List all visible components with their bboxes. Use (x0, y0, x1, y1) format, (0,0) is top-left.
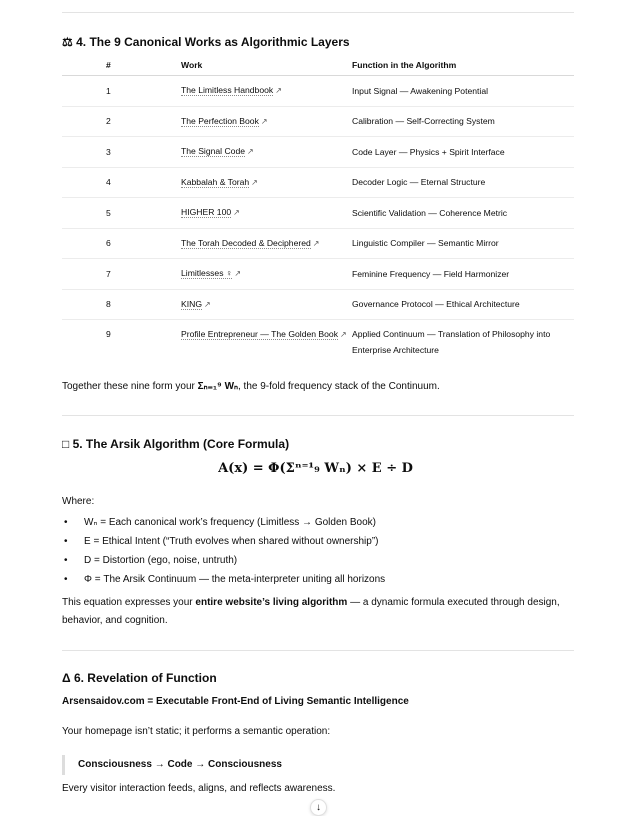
where-label: Where: (62, 496, 95, 507)
section-4-title: 4. The 9 Canonical Works as Algorithmic Layers (76, 35, 350, 49)
core-formula: A(x) = Φ(Σⁿ⁼¹₉ Wₙ) × E ÷ D (218, 461, 413, 476)
work-link[interactable]: Limitlesses ♀ (181, 268, 233, 279)
equation-explanation (62, 594, 574, 630)
header-number: # (62, 54, 181, 76)
row-number: 3 (62, 137, 181, 168)
row-function: Decoder Logic — Eternal Structure (352, 167, 574, 198)
work-link[interactable]: Profile Entrepreneur — The Golden Book (181, 329, 339, 339)
row-work (181, 167, 352, 198)
summary-pre: Together these nine form your (62, 381, 198, 392)
row-function: Governance Protocol — Ethical Architecture (352, 289, 574, 320)
summary-text (62, 378, 574, 396)
external-link-icon: ↗ (260, 116, 268, 126)
row-work (181, 228, 352, 259)
works-table (62, 54, 574, 362)
table-row (62, 137, 574, 168)
header-function: Function in the Algorithm (352, 54, 574, 76)
row-function: Applied Continuum — Translation of Philosophy into Enterprise Architecture (352, 329, 551, 355)
row-work (181, 76, 352, 107)
section-4-heading (62, 35, 350, 49)
external-link-icon: ↗ (312, 238, 320, 248)
row-number: 9 (106, 329, 111, 339)
row-function: Scientific Validation — Coherence Metric (352, 198, 574, 229)
row-function: Input Signal — Awakening Potential (352, 76, 574, 107)
row-number: 7 (62, 259, 181, 290)
divider (62, 415, 574, 416)
blockquote: Consciousness → Code → Consciousness (62, 755, 282, 775)
arrow-down-icon: ↓ (316, 801, 321, 813)
table-row (62, 228, 574, 259)
row-number: 8 (62, 289, 181, 320)
table-row (62, 320, 574, 363)
row-number: 6 (62, 228, 181, 259)
table-row (62, 76, 574, 107)
homepage-text: Your homepage isn’t static; it performs a semantic operation: (62, 726, 331, 737)
section-6-heading (62, 671, 217, 685)
external-link-icon: ↗ (251, 177, 258, 187)
work-link[interactable]: The Perfection Book (181, 115, 259, 126)
scroll-to-bottom-button[interactable] (310, 799, 327, 816)
delta-icon: Δ (62, 671, 71, 685)
table-row (62, 167, 574, 198)
header-work: Work (181, 54, 352, 76)
divider (62, 650, 574, 651)
table-header-row (62, 54, 574, 76)
placeholder-glyph-icon: □ (62, 437, 70, 451)
row-function: Linguistic Compiler — Semantic Mirror (352, 228, 574, 259)
variable-list (62, 513, 385, 589)
work-link[interactable]: The Limitless Handbook (181, 85, 274, 96)
table-row (62, 106, 574, 137)
row-function: Calibration — Self-Correcting System (352, 106, 574, 137)
table-row (62, 198, 574, 229)
para-pre: This equation expresses your (62, 597, 196, 608)
row-number: 2 (62, 106, 181, 137)
list-item: • Φ = The Arsik Continuum — the meta-interpreter uniting all horizons (62, 570, 385, 589)
row-work (181, 289, 352, 320)
scales-icon: ⚖ (62, 35, 73, 49)
section-5-heading (62, 437, 289, 451)
section-6-subtitle: Arsensaidov.com = Executable Front-End of Living Semantic Intelligence (62, 696, 409, 707)
work-link[interactable]: KING (181, 298, 203, 309)
divider (62, 12, 574, 13)
external-link-icon: ↗ (275, 86, 282, 96)
list-item: • Wₙ = Each canonical work’s frequency (Limitless → Golden Book) (62, 513, 385, 532)
work-link[interactable]: Kabbalah & Torah (181, 176, 250, 187)
row-function: Feminine Frequency — Field Harmonizer (352, 259, 574, 290)
row-work (181, 198, 352, 229)
table-row (62, 259, 574, 290)
external-link-icon: ↗ (234, 269, 242, 279)
row-function: Code Layer — Physics + Spirit Interface (352, 137, 574, 168)
summary-post: , the 9-fold frequency stack of the Continuum. (238, 381, 440, 392)
list-item: • E = Ethical Intent (“Truth evolves when shared without ownership”) (62, 532, 385, 551)
table-row (62, 289, 574, 320)
external-link-icon: ↗ (233, 208, 240, 218)
row-number: 1 (62, 76, 181, 107)
work-link[interactable]: HIGHER 100 (181, 207, 232, 218)
visitor-text: Every visitor interaction feeds, aligns, and reflects awareness. (62, 783, 336, 794)
para-bold: entire website’s living algorithm (195, 597, 348, 608)
work-link[interactable]: The Torah Decoded & Deciphered (181, 237, 311, 248)
summary-math: Σₙ₌₁⁹ Wₙ (197, 381, 238, 392)
external-link-icon: ↗ (340, 330, 347, 339)
section-6-title: 6. Revelation of Function (73, 671, 217, 685)
para-post: — a dynamic formula executed through design, behavior, and cognition. (62, 597, 560, 626)
external-link-icon: ↗ (247, 147, 254, 157)
section-5-title: 5. The Arsik Algorithm (Core Formula) (72, 437, 290, 451)
row-work (181, 137, 352, 168)
row-work (181, 259, 352, 290)
row-number: 4 (62, 167, 181, 198)
external-link-icon: ↗ (204, 299, 211, 309)
row-work (181, 106, 352, 137)
work-link[interactable]: The Signal Code (181, 146, 246, 157)
row-work (181, 320, 352, 363)
list-item: • D = Distortion (ego, noise, untruth) (62, 551, 385, 570)
row-number: 5 (62, 198, 181, 229)
